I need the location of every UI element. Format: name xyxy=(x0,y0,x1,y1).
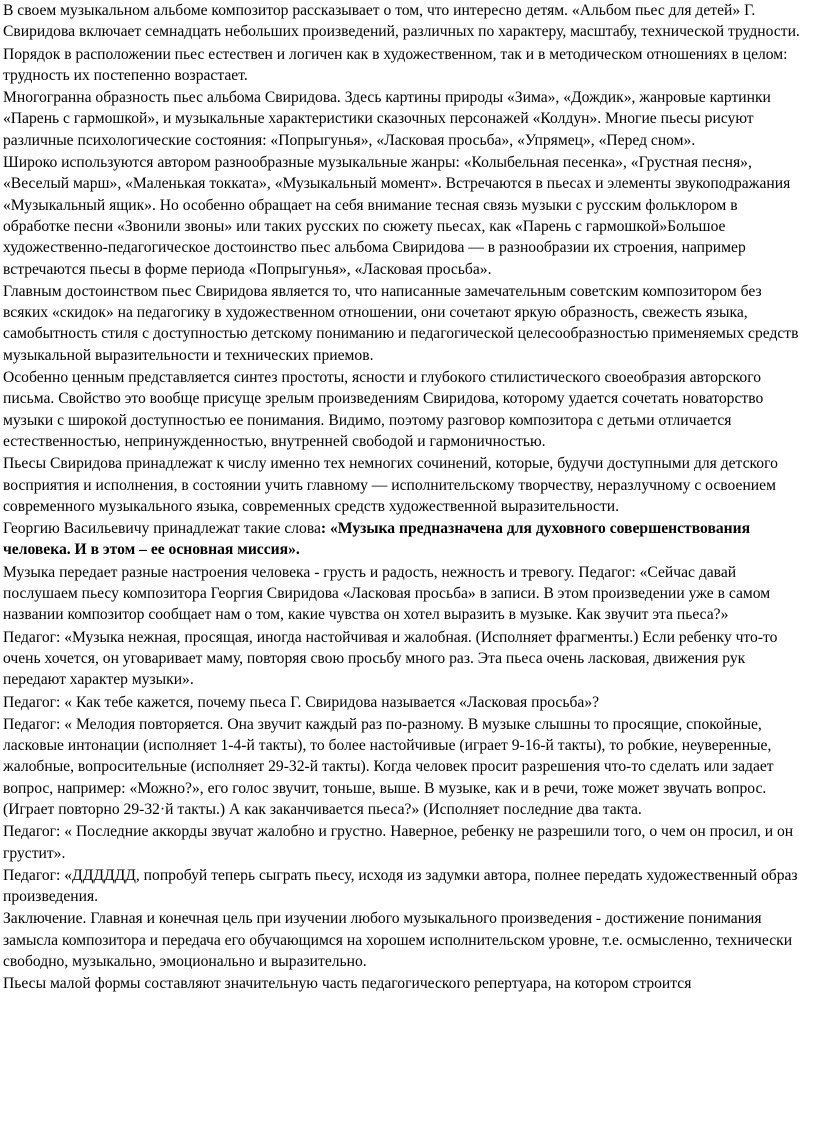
paragraph-teacher-5: Педагог: «ДДДДДД, попробуй теперь сыграть пьесу, исходя из задумки автора, полнее передать художественный образ произведения. xyxy=(3,866,798,906)
paragraph-teacher-2: Педагог: « Как тебе кажется, почему пьеса Г. Свиридова называется «Ласковая просьба»? xyxy=(3,693,600,711)
paragraph-teacher-3: Педагог: « Мелодия повторяется. Она звучит каждый раз по-разному. В музыке слышны то просящие, спокойные, ласковые интонации (исполняет 1-4-й такты), то более настойчивые (играет 9-16-й такты), то робкие, неуверенные, жалобные, вопросительные (исполняет 29-32-й такты). Когда человек просит разрешения что-то сделать или задает вопрос, например: «Можно?», его голос звучит, тоньше, выше. В музыке, как и в речи, тоже может звучать вопрос. (Играет повторно 29-32·й такты.) А как заканчивается пьеса?» (Исполняет последние два такта. xyxy=(3,715,774,818)
paragraph-main-merit: Главным достоинством пьес Свиридова является то, что написанные замечательным советским композитором без всяких «скидок» на педагогику в художественном отношении, они сочетают яркую образность, свежесть языка, самобытность стиля с доступностью детскому пониманию и педагогической целесообразностью применяемых средств музыкальной выразительности и технических приемов. xyxy=(3,282,799,364)
quote-bold: : «Музыка предназначена для духовного совершенствования человека. И в этом – ее основная миссия». xyxy=(3,520,751,559)
paragraph-imagery: Многогранна образность пьес альбома Свиридова. Здесь картины природы «Зима», «Дождик», жанровые картинки «Парень с гармошкой», и музыкальные характеристики сказочных персонажей «Колдун». Многие пьесы рисуют различные психологические состояния: «Попрыгунья», «Ласковая просьба», «Упрямец», «Перед сном». xyxy=(3,89,771,149)
paragraph-quote xyxy=(3,518,808,561)
paragraph-pieces-teach: Пьесы Свиридова принадлежат к числу именно тех немногих сочинений, которые, будучи доступными для детского восприятия и исполнения, в состоянии учить главному — исполнительскому творчеству, неразлучному с освоением современного музыкального языка, современных средств художественной выразительности. xyxy=(3,455,778,515)
paragraph-last: Пьесы малой формы составляют значительную часть педагогического репертуара, на котором строится xyxy=(3,975,692,993)
paragraph-teacher-4: Педагог: « Последние аккорды звучат жалобно и грустно. Наверное, ребенку не разрешили того, о чем он просил, и он грустит». xyxy=(3,823,794,862)
paragraph-moods: Музыка передает разные настроения человека - грусть и радость, нежность и тревогу. Педагог: «Сейчас давай послушаем пьесу композитора Георгия Свиридова «Ласковая просьба» в записи. В этом произведении уже в самом названии композитор сообщает нам о том, какие чувства он хотел выразить в музыке. Как звучит эта пьеса?» xyxy=(3,563,771,624)
quote-intro: Георгию Васильевичу принадлежат такие слова xyxy=(3,520,321,538)
paragraph-teacher-1: Педагог: «Музыка нежная, просящая, иногда настойчивая и жалобная. (Исполняет фрагменты.) Если ребенку что-то очень хочется, он уговаривает маму, повторяя свою просьбу много раз. Эта пьеса очень ласковая, движения рук передают характер музыки». xyxy=(3,628,778,689)
paragraph-synthesis: Особенно ценным представляется синтез простоты, ясности и глубокого стилистического своеобразия авторского письма. Свойство это вообще присуще зрелым произведениям Свиридова, которому удается сочетать новаторство музыки с широкой доступностью ее понимания. Видимо, поэтому разговор композитора с детьми отличается естественностью, непринужденностью, внутренней свободой и гармоничностью. xyxy=(3,369,764,450)
paragraph-genres: Широко используются автором разнообразные музыкальные жанры: «Колыбельная песенка», «Грустная песня», «Веселый марш», «Маленькая токката», «Музыкальный момент». Встречаются в пьесах и элементы звукоподражания «Музыкальный ящик». Но особенно обращает на себя внимание тесная связь музыки с русским фольклором в обработке песни «Звонили звоны» или таких русских по сюжету пьесах, как «Парень с гармошкой»Большое художественно-педагогическое достоинство пьес альбома Свиридова — в разнообразии их строения, например встречаются пьесы в форме периода «Попрыгунья», «Ласковая просьба». xyxy=(3,154,791,278)
paragraph-conclusion: Заключение. Главная и конечная цель при изучении любого музыкального произведения - достижение понимания замысла композитора и передача его обучающимся на хорошем исполнительском уровне, т.е. осмысленно, технически свободно, музыкально, эмоционально и выразительно. xyxy=(3,910,793,971)
paragraph-order: Порядок в расположении пьес естествен и логичен как в художественном, так и в методическом отношениях в целом: трудность их постепенно возрастает. xyxy=(3,45,788,84)
paragraph-intro: В своем музыкальном альбоме композитор рассказывает о том, что интересно детям. «Альбом пьес для детей» Г. Свиридова включает семнадцать небольших произведений, различных по характеру, масштабу, технической трудности. xyxy=(3,2,800,41)
